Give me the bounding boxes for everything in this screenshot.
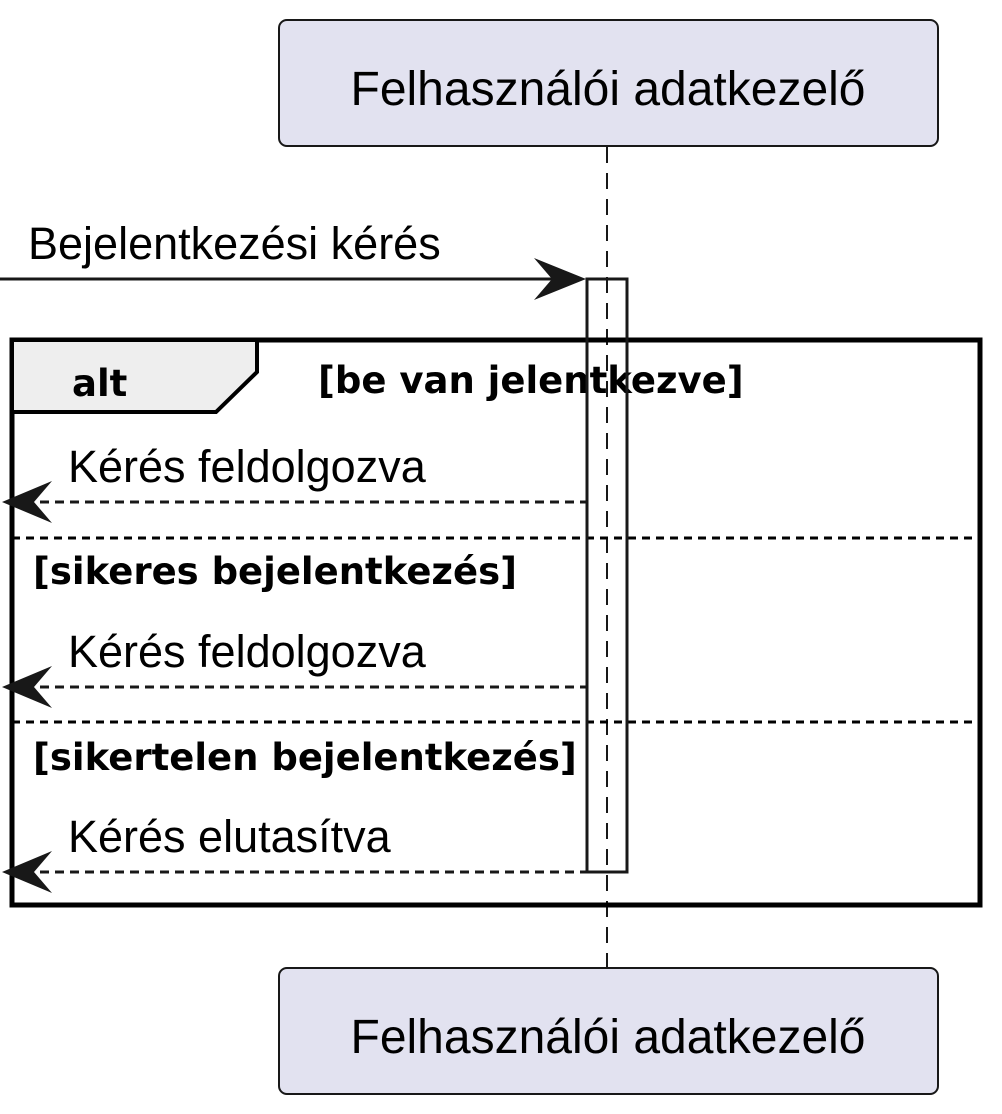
reply-2-label: Kérés feldolgozva <box>68 626 426 677</box>
guard-be-van-jelentkezve: [be van jelentkezve] <box>318 359 744 402</box>
alt-tab <box>12 340 257 412</box>
participant-top <box>279 20 938 146</box>
reply-1-label: Kérés feldolgozva <box>68 441 426 492</box>
participant-bottom <box>279 968 938 1094</box>
guard-sikeres-bejelentkezes: [sikeres bejelentkezés] <box>33 550 517 593</box>
reply-3-label: Kérés elutasítva <box>68 811 391 862</box>
participant-bottom-label: Felhasználói adatkezelő <box>350 1011 866 1064</box>
incoming-message <box>0 218 586 300</box>
guard-sikertelen-bejelentkezes: [sikertelen bejelentkezés] <box>33 736 577 779</box>
participant-top-label: Felhasználói adatkezelő <box>350 63 866 116</box>
incoming-message-label: Bejelentkezési kérés <box>28 218 441 269</box>
alt-fragment <box>2 340 980 905</box>
alt-keyword: alt <box>72 362 128 405</box>
